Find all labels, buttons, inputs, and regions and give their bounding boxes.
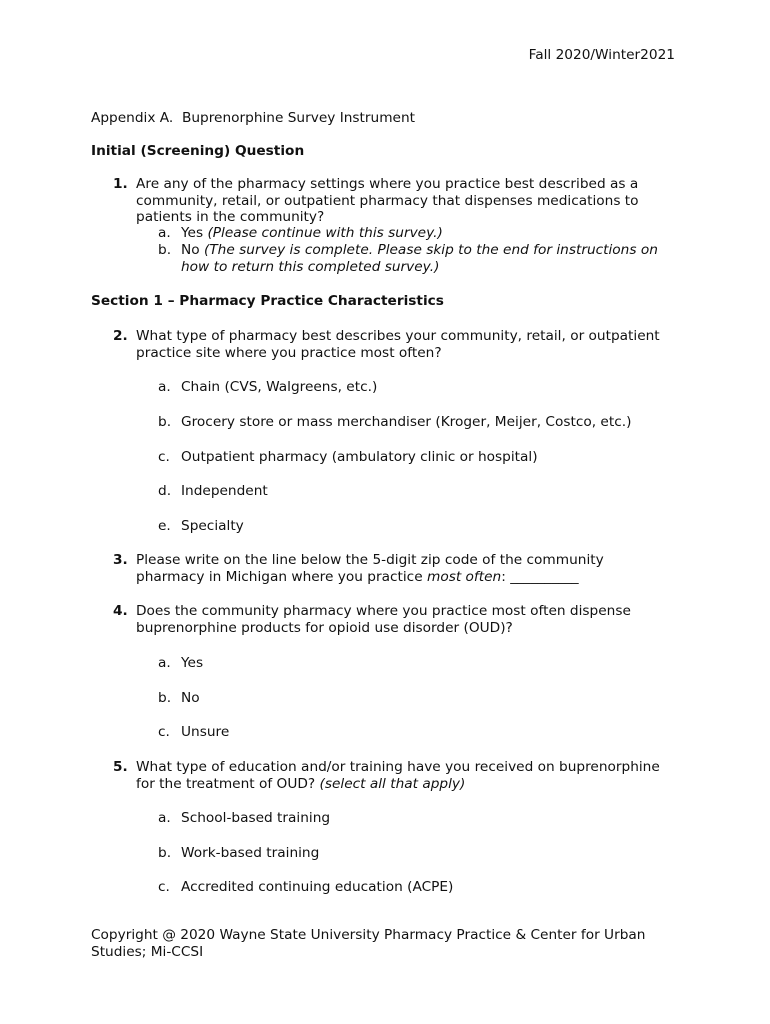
q4-text-line: buprenorphine products for opioid use disorder (OUD)? bbox=[136, 619, 513, 636]
copyright-line: Copyright @ 2020 Wayne State University Pharmacy Practice & Center for Urban bbox=[91, 927, 646, 943]
q5-text-line bbox=[136, 776, 660, 793]
q4-option-c-label: Unsure bbox=[181, 724, 230, 740]
q5-text bbox=[136, 759, 660, 792]
q4-option-a-letter: a. bbox=[158, 655, 171, 671]
q1-option-a-letter: a. bbox=[158, 225, 171, 241]
q1-option-b bbox=[181, 242, 658, 275]
term-label: Fall 2020/Winter2021 bbox=[528, 47, 675, 63]
q5-option-c-label: Accredited continuing education (ACPE) bbox=[181, 879, 454, 895]
q1-text-line: community, retail, or outpatient pharmacy that dispenses medications to bbox=[136, 192, 639, 209]
q1-option-a bbox=[181, 225, 443, 242]
q4-text-line: Does the community pharmacy where you practice most often dispense bbox=[136, 603, 631, 619]
appendix-title: Appendix A. Buprenorphine Survey Instrument bbox=[91, 110, 416, 126]
q5-instruction: (select all that apply) bbox=[319, 775, 466, 792]
q1-text-line: patients in the community? bbox=[136, 209, 325, 225]
q2-option-a-letter: a. bbox=[158, 379, 171, 395]
q3-emphasis-suffix: : bbox=[501, 568, 506, 585]
q2-option-c-letter: c. bbox=[158, 449, 170, 465]
q1-option-b-line bbox=[181, 242, 658, 259]
q3-text-line bbox=[136, 569, 604, 586]
q2-option-d-letter: d. bbox=[158, 483, 172, 499]
q1-option-b-line bbox=[181, 259, 658, 276]
q5-text-segment: for the treatment of OUD? bbox=[136, 775, 316, 792]
q2-number: 2. bbox=[113, 328, 128, 344]
q3-emphasis: most often bbox=[426, 568, 502, 585]
q2-option-a-label: Chain (CVS, Walgreens, etc.) bbox=[181, 379, 378, 395]
zip-code-blank: __________ bbox=[510, 568, 579, 585]
q5-option-c-letter: c. bbox=[158, 879, 170, 895]
section-1-heading: Section 1 – Pharmacy Practice Characteristics bbox=[91, 293, 444, 309]
q4-option-b-letter: b. bbox=[158, 690, 172, 706]
q2-option-c-label: Outpatient pharmacy (ambulatory clinic or hospital) bbox=[181, 449, 538, 465]
screening-heading: Initial (Screening) Question bbox=[91, 143, 305, 159]
option-label: No bbox=[181, 242, 200, 258]
q1-text-line: Are any of the pharmacy settings where you practice best described as a bbox=[136, 176, 639, 192]
q3-text-segment: pharmacy in Michigan where you practice bbox=[136, 568, 423, 585]
q2-option-e-letter: e. bbox=[158, 518, 171, 534]
option-note: (Please continue with this survey.) bbox=[207, 225, 443, 241]
q1-number: 1. bbox=[113, 176, 128, 192]
q5-text-line: What type of education and/or training have you received on buprenorphine bbox=[136, 759, 660, 775]
q2-option-d-label: Independent bbox=[181, 483, 268, 499]
q4-text bbox=[136, 603, 631, 636]
copyright-line: Studies; Mi-CCSI bbox=[91, 943, 204, 960]
q2-text-line: What type of pharmacy best describes your community, retail, or outpatient bbox=[136, 328, 660, 344]
q3-text-line: Please write on the line below the 5-digit zip code of the community bbox=[136, 552, 604, 568]
copyright-footer bbox=[91, 927, 645, 960]
q5-option-b-label: Work-based training bbox=[181, 845, 320, 861]
q1-text bbox=[136, 176, 639, 226]
q3-number: 3. bbox=[113, 552, 128, 568]
q5-option-a-letter: a. bbox=[158, 810, 171, 826]
q5-number: 5. bbox=[113, 759, 128, 775]
q4-option-a-label: Yes bbox=[181, 655, 204, 671]
q3-text bbox=[136, 552, 604, 585]
option-note: how to return this completed survey.) bbox=[181, 258, 440, 275]
q5-option-a-label: School-based training bbox=[181, 810, 331, 826]
q1-option-b-letter: b. bbox=[158, 242, 172, 258]
q2-option-b-letter: b. bbox=[158, 414, 172, 430]
q2-text bbox=[136, 328, 660, 361]
q5-option-b-letter: b. bbox=[158, 845, 172, 861]
option-note: (The survey is complete. Please skip to the end for instructions on bbox=[203, 242, 658, 258]
option-label: Yes bbox=[181, 225, 204, 241]
q2-option-e-label: Specialty bbox=[181, 518, 244, 534]
q4-option-b-label: No bbox=[181, 690, 200, 706]
q1-option-a-line bbox=[181, 225, 443, 242]
q2-text-line: practice site where you practice most often? bbox=[136, 344, 442, 361]
q2-option-b-label: Grocery store or mass merchandiser (Kroger, Meijer, Costco, etc.) bbox=[181, 414, 632, 430]
q4-option-c-letter: c. bbox=[158, 724, 170, 740]
q4-number: 4. bbox=[113, 603, 128, 619]
